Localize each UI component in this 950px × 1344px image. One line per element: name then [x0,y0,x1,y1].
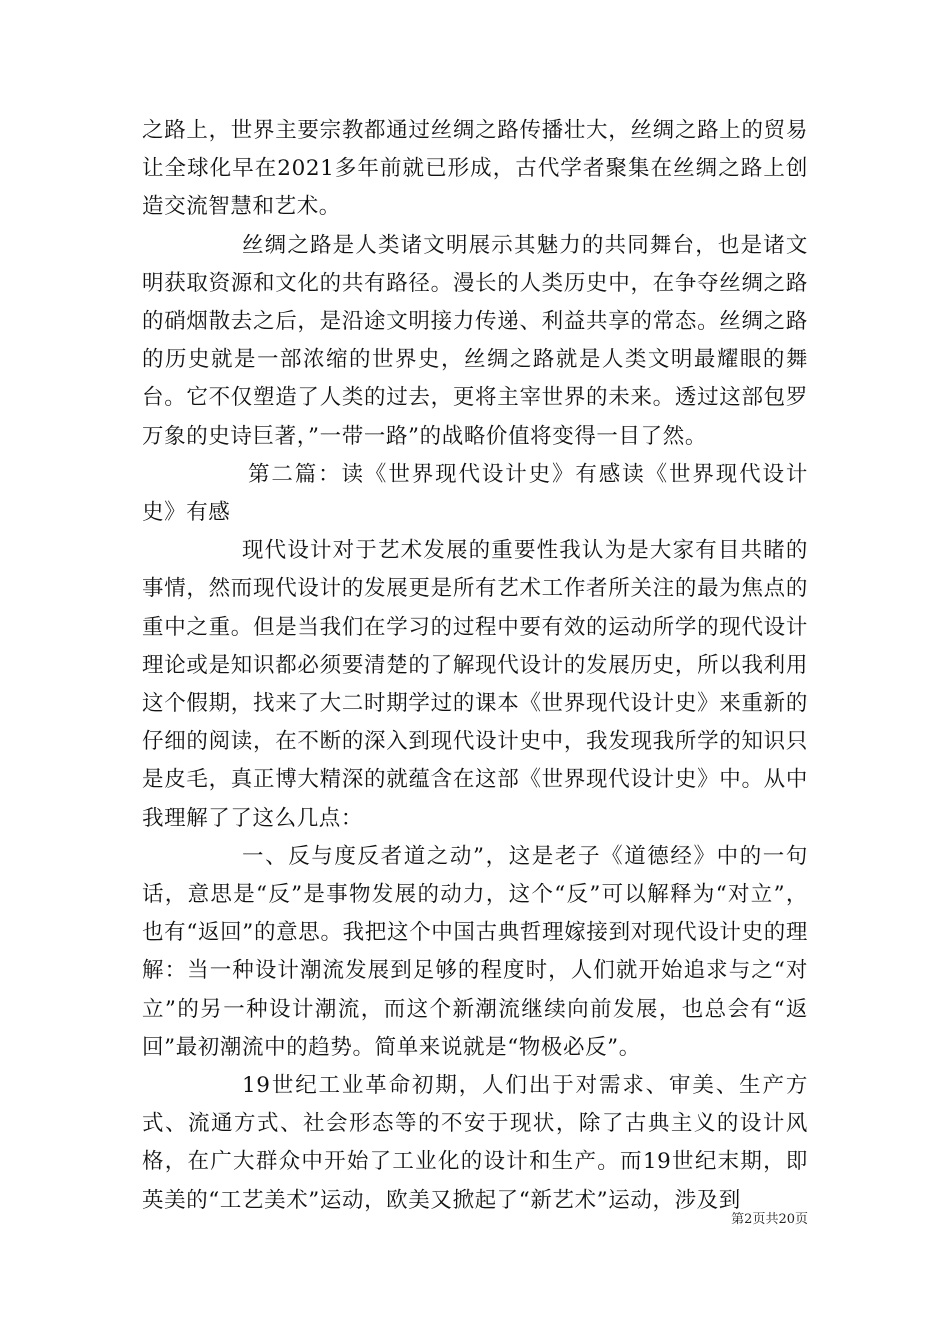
paragraph-modern-design-intro: 现代设计对于艺术发展的重要性我认为是大家有目共睹的事情，然而现代设计的发展更是所有艺术工作者所关注的最为焦点的重中之重。但是当我们在学习的过程中要有效的运动所学的现代设计理论或是知识都必须要清楚的了解现代设计的发展历史，所以我利用这个假期，找来了大二时期学过的课本《世界现代设计史》来重新的仔细的阅读，在不断的深入到现代设计史中，我发现我所学的知识只是皮毛，真正博大精深的就蕴含在这部《世界现代设计史》中。从中我理解了了这么几点： [142,538,808,831]
paragraph-reversal-principle: 一、反与度反者道之动”，这是老子《道德经》中的一句话，意思是“反”是事物发展的动力，这个“反”可以解释为“对立”，也有“返回”的意思。我把这个中国古典哲理嫁接到对现代设计史的理解：当一种设计潮流发展到足够的程度时，人们就开始追求与之“对立”的另一种设计潮流，而这个新潮流继续向前发展，也总会有“返回”最初潮流中的趋势。简单来说就是“物极必反”。 [142,843,808,1060]
paragraph-silk-road-continued: 之路上，世界主要宗教都通过丝绸之路传播壮大，丝绸之路上的贸易让全球化早在2021多年前就已形成，古代学者聚集在丝绸之路上创造交流智慧和艺术。 [142,118,808,220]
page-number-footer: 第2页共20页 [731,1212,808,1227]
paragraph-industrial-revolution: 19世纪工业革命初期，人们出于对需求、审美、生产方式、流通方式、社会形态等的不安于现状，除了古典主义的设计风格，在广大群众中开始了工业化的设计和生产。而19世纪末期，即英美的“工艺美术”运动，欧美又掀起了“新艺术”运动，涉及到 [142,1073,808,1213]
paragraph-silk-road-stage: 丝绸之路是人类诸文明展示其魅力的共同舞台，也是诸文明获取资源和文化的共有路径。漫长的人类历史中，在争夺丝绸之路的硝烟散去之后，是沿途文明接力传递、利益共享的常态。丝绸之路的历史就是一部浓缩的世界史，丝绸之路就是人类文明最耀眼的舞台。它不仅塑造了人类的过去，更将主宰世界的未来。透过这部包罗万象的史诗巨著，”一带一路”的战略价值将变得一目了然。 [142,232,808,449]
section-heading: 第二篇：读《世界现代设计史》有感读《世界现代设计史》有感 [142,461,808,526]
document-body [142,112,808,1220]
